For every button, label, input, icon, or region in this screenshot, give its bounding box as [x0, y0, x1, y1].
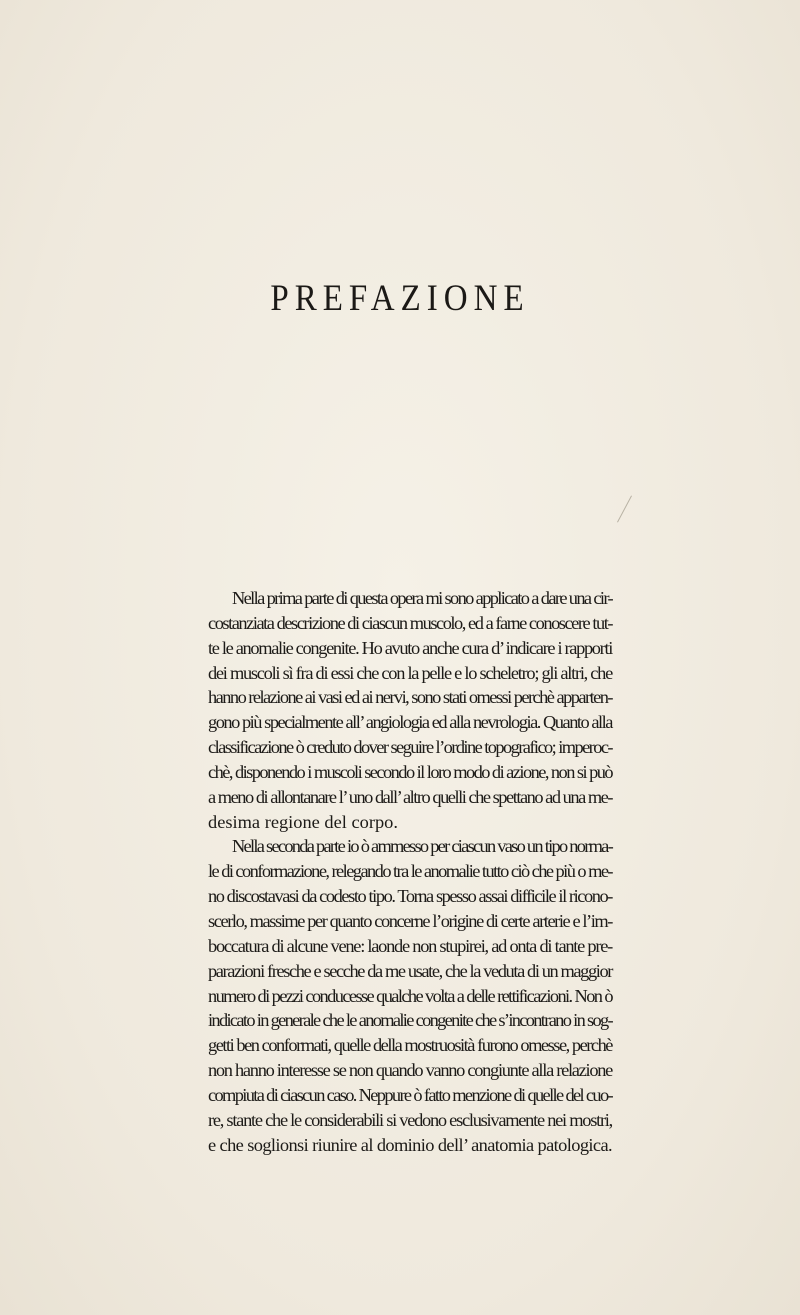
text-line: dei muscoli sì fra di essi che con la pelle e lo scheletro; gli altri, che [208, 662, 612, 683]
text-line: re, stante che le considerabili si vedono esclusivamente nei mostri, [208, 1109, 612, 1130]
text-line: getti ben conformati, quelle della mostruosità furono omesse, perchè [208, 1035, 612, 1056]
text-line: le di conformazione, relegando tra le anomalie tutto ciò che più o me- [208, 861, 612, 882]
text-line: desima regione del corpo. [208, 811, 398, 832]
paragraph [208, 834, 612, 1157]
text-line: numero di pezzi conducesse qualche volta a delle rettificazioni. Non ò [208, 985, 612, 1006]
text-line: scerlo, massime per quanto concerne l’origine di certe arterie e l’im- [208, 910, 612, 931]
text-line: classificazione ò creduto dover seguire l’ordine topografico; imperoc- [208, 737, 612, 758]
text-line: chè, disponendo i muscoli secondo il loro modo di azione, non si può [208, 761, 612, 782]
body-text [208, 586, 612, 1157]
text-line: parazioni fresche e secche da me usate, che la veduta di un maggior [208, 960, 612, 981]
text-line: e che soglionsi riunire al dominio dell’ anatomia patologica. [208, 1134, 612, 1155]
text-line: Nella prima parte di questa opera mi sono applicato a dare una cir- [232, 588, 612, 608]
text-line: no discostavasi da codesto tipo. Torna spesso assai difficile il ricono- [208, 886, 612, 907]
text-line: non hanno interesse se non quando vanno congiunte alla relazione [208, 1060, 612, 1081]
text-line: compiuta di ciascun caso. Neppure ò fatto menzione di quelle del cuo- [208, 1084, 612, 1105]
text-line: costanziata descrizione di ciascun muscolo, ed a farne conoscere tut- [208, 612, 612, 633]
text-line: a meno di allontanare l’ uno dall’ altro quelli che spettano ad una me- [208, 786, 612, 807]
text-line: indicato in generale che le anomalie congenite che s’incontrano in sog- [208, 1010, 612, 1031]
paragraph [208, 586, 612, 834]
paper-mark [617, 496, 632, 523]
text-line: te le anomalie congenite. Ho avuto anche cura d’ indicare i rapporti [208, 637, 612, 658]
page-title: PREFAZIONE [270, 278, 530, 320]
text-line: boccatura di alcune vene: laonde non stupirei, ad onta di tante pre- [208, 935, 612, 956]
text-line: hanno relazione ai vasi ed ai nervi, sono stati omessi perchè apparten- [208, 687, 612, 708]
text-line: gono più specialmente all’ angiologia ed alla nevrologia. Quanto alla [208, 712, 612, 733]
text-line: Nella seconda parte io ò ammesso per ciascun vaso un tipo norma- [232, 836, 612, 857]
